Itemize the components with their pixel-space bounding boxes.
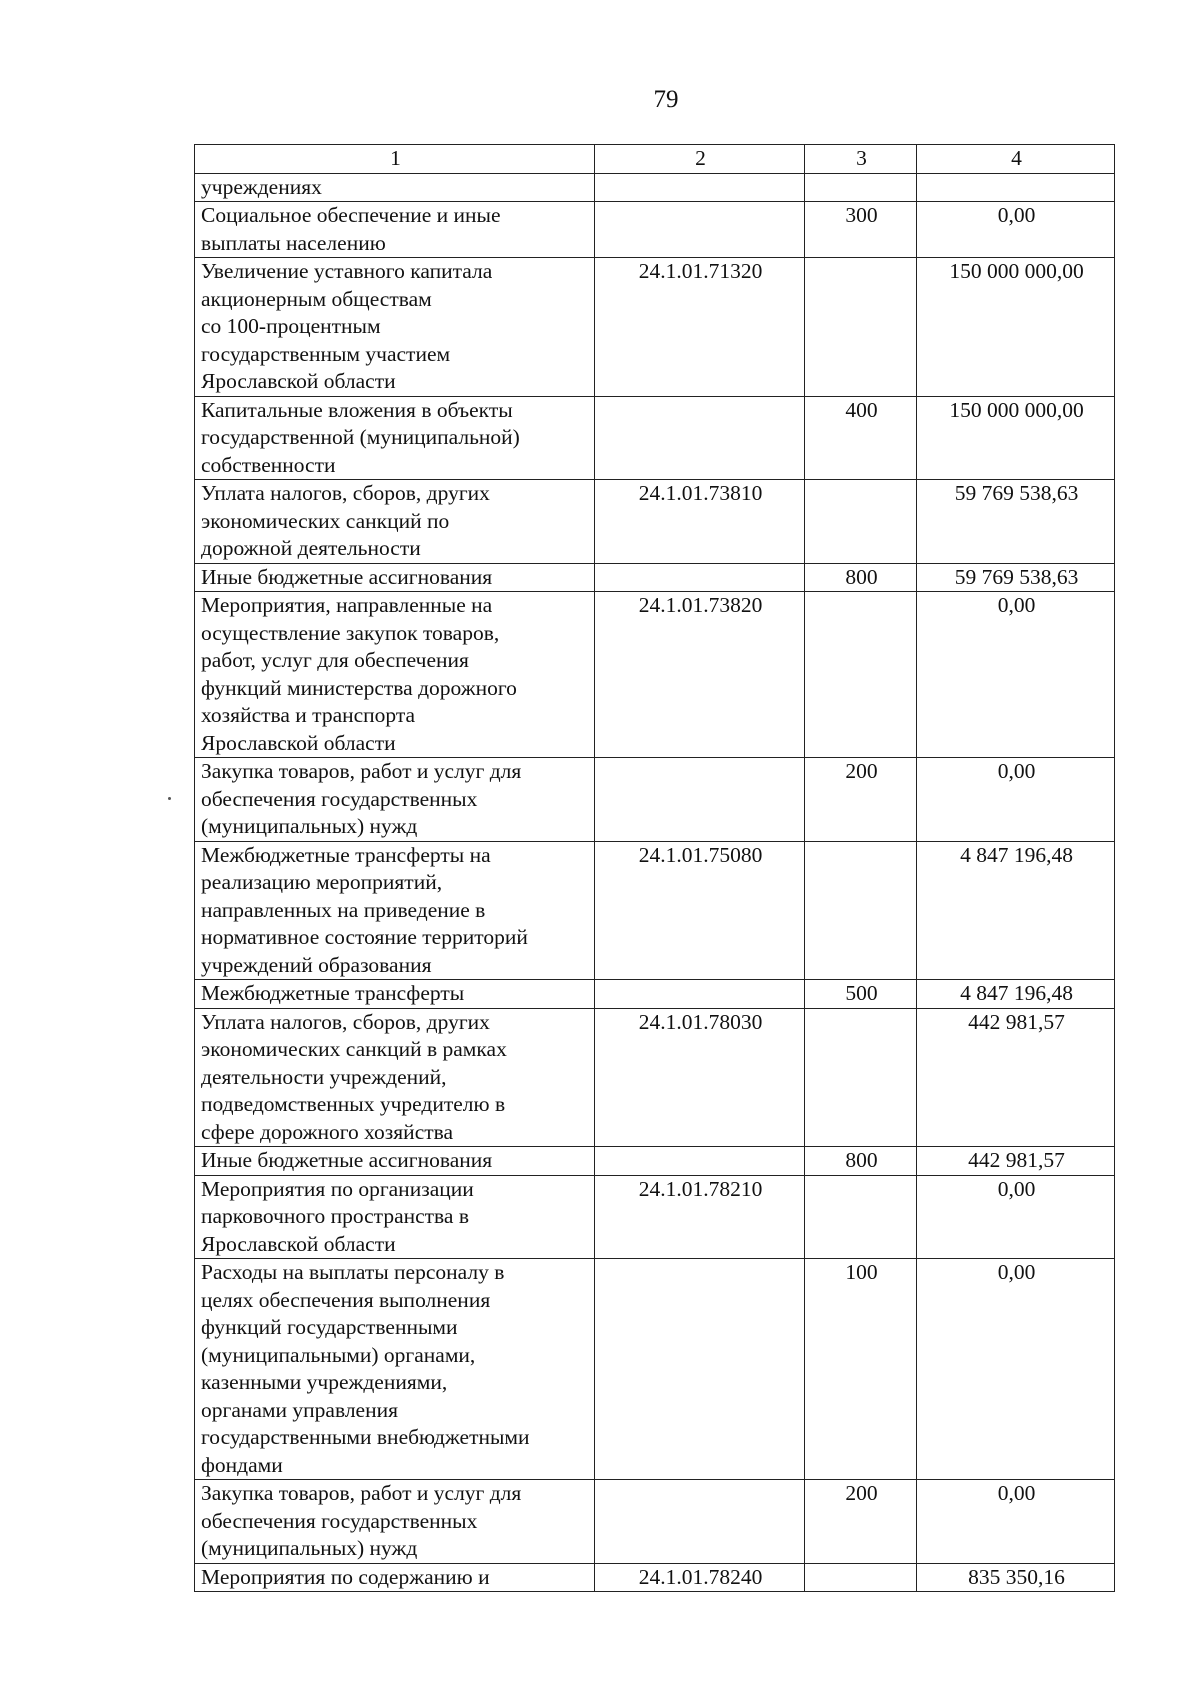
cell-type: 100	[805, 1259, 917, 1480]
cell-code	[595, 1147, 805, 1176]
cell-amount: 442 981,57	[917, 1147, 1115, 1176]
cell-name: Иные бюджетные ассигнования	[195, 563, 595, 592]
column-header: 4	[917, 145, 1115, 174]
cell-type: 200	[805, 1480, 917, 1564]
cell-type: 200	[805, 758, 917, 842]
cell-amount: 0,00	[917, 1259, 1115, 1480]
cell-type	[805, 592, 917, 758]
cell-code	[595, 563, 805, 592]
cell-amount	[917, 173, 1115, 202]
cell-type: 300	[805, 202, 917, 258]
cell-code: 24.1.01.78240	[595, 1563, 805, 1592]
cell-code	[595, 1480, 805, 1564]
cell-name: Межбюджетные трансферты	[195, 980, 595, 1009]
table-row	[195, 980, 1115, 1009]
cell-amount: 0,00	[917, 1480, 1115, 1564]
cell-code: 24.1.01.78030	[595, 1008, 805, 1147]
cell-amount: 150 000 000,00	[917, 396, 1115, 480]
column-header: 1	[195, 145, 595, 174]
cell-amount: 59 769 538,63	[917, 480, 1115, 564]
cell-type: 400	[805, 396, 917, 480]
cell-code: 24.1.01.75080	[595, 841, 805, 980]
cell-amount: 835 350,16	[917, 1563, 1115, 1592]
cell-type	[805, 841, 917, 980]
cell-name: Мероприятия по содержанию и	[195, 1563, 595, 1592]
cell-name: учреждениях	[195, 173, 595, 202]
table-row	[195, 758, 1115, 842]
cell-type	[805, 1563, 917, 1592]
cell-type	[805, 480, 917, 564]
table-row	[195, 202, 1115, 258]
table-row	[195, 1563, 1115, 1592]
cell-name: Социальное обеспечение и иные выплаты населению	[195, 202, 595, 258]
cell-amount: 0,00	[917, 202, 1115, 258]
cell-amount: 0,00	[917, 758, 1115, 842]
column-header: 2	[595, 145, 805, 174]
table-row	[195, 1008, 1115, 1147]
cell-amount: 4 847 196,48	[917, 841, 1115, 980]
cell-code: 24.1.01.71320	[595, 258, 805, 397]
cell-amount: 0,00	[917, 592, 1115, 758]
scan-dot-mark	[168, 797, 171, 800]
cell-code	[595, 396, 805, 480]
cell-name: Расходы на выплаты персоналу в целях обеспечения выполнения функций государственными (муниципальными) органами, казенными учреждениями, органами управления государственными внебюджетными фондами	[195, 1259, 595, 1480]
table-row	[195, 1480, 1115, 1564]
cell-code	[595, 1259, 805, 1480]
table-body	[195, 145, 1115, 1592]
table-row	[195, 841, 1115, 980]
table-row	[195, 396, 1115, 480]
table-row	[195, 592, 1115, 758]
cell-type	[805, 1008, 917, 1147]
cell-type	[805, 258, 917, 397]
cell-amount: 4 847 196,48	[917, 980, 1115, 1009]
cell-type: 800	[805, 563, 917, 592]
cell-name: Закупка товаров, работ и услуг для обеспечения государственных (муниципальных) нужд	[195, 1480, 595, 1564]
table-row	[195, 1259, 1115, 1480]
cell-amount: 59 769 538,63	[917, 563, 1115, 592]
cell-name: Мероприятия по организации парковочного пространства в Ярославской области	[195, 1175, 595, 1259]
cell-code: 24.1.01.73810	[595, 480, 805, 564]
table-row	[195, 563, 1115, 592]
cell-name: Уплата налогов, сборов, других экономических санкций в рамках деятельности учреждений, подведомственных учредителю в сфере дорожного хозяйства	[195, 1008, 595, 1147]
cell-name: Увеличение уставного капитала акционерным обществам со 100-процентным государственным участием Ярославской области	[195, 258, 595, 397]
page-number: 79	[653, 86, 679, 113]
cell-code: 24.1.01.73820	[595, 592, 805, 758]
table-row	[195, 173, 1115, 202]
cell-code	[595, 202, 805, 258]
cell-name: Уплата налогов, сборов, других экономических санкций по дорожной деятельности	[195, 480, 595, 564]
column-header: 3	[805, 145, 917, 174]
table-row	[195, 1147, 1115, 1176]
cell-code	[595, 980, 805, 1009]
cell-name: Иные бюджетные ассигнования	[195, 1147, 595, 1176]
cell-type	[805, 1175, 917, 1259]
cell-name: Закупка товаров, работ и услуг для обеспечения государственных (муниципальных) нужд	[195, 758, 595, 842]
cell-code	[595, 173, 805, 202]
cell-type	[805, 173, 917, 202]
cell-amount: 0,00	[917, 1175, 1115, 1259]
cell-type: 800	[805, 1147, 917, 1176]
table-row	[195, 480, 1115, 564]
budget-table	[194, 144, 1115, 1592]
cell-code	[595, 758, 805, 842]
table-row	[195, 258, 1115, 397]
cell-amount: 442 981,57	[917, 1008, 1115, 1147]
table-header-row	[195, 145, 1115, 174]
cell-amount: 150 000 000,00	[917, 258, 1115, 397]
cell-name: Межбюджетные трансферты на реализацию мероприятий, направленных на приведение в нормативное состояние территорий учреждений образования	[195, 841, 595, 980]
cell-name: Капитальные вложения в объекты государственной (муниципальной) собственности	[195, 396, 595, 480]
table-row	[195, 1175, 1115, 1259]
cell-name: Мероприятия, направленные на осуществление закупок товаров, работ, услуг для обеспечения функций министерства дорожного хозяйства и транспорта Ярославской области	[195, 592, 595, 758]
cell-code: 24.1.01.78210	[595, 1175, 805, 1259]
cell-type: 500	[805, 980, 917, 1009]
